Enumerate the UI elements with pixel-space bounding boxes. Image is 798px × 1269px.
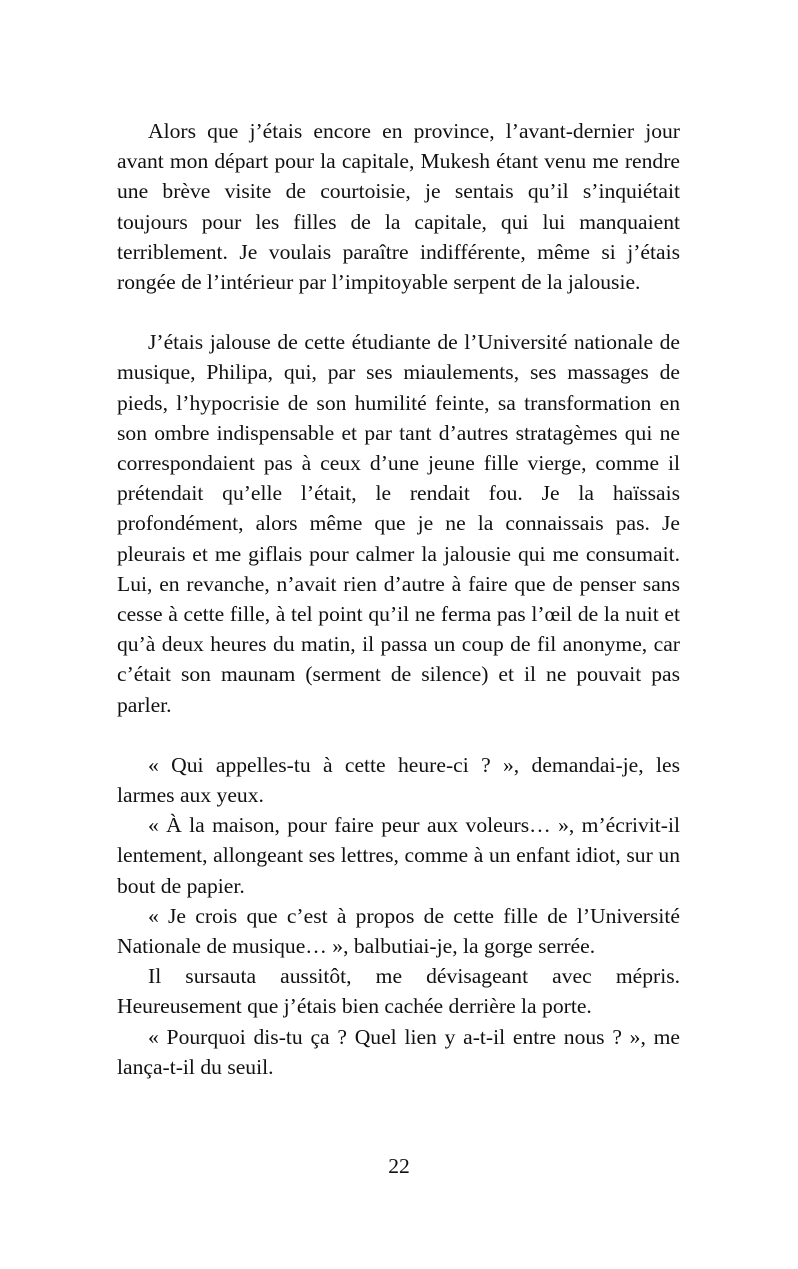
paragraph-4: « À la maison, pour faire peur aux voleurs… », m’écrivit-il lentement, allongeant ses lettres, comme à un enfant idiot, sur un bout de papier.	[117, 813, 680, 898]
page-number: 22	[388, 1154, 410, 1178]
paragraph-7: « Pourquoi dis-tu ça ? Quel lien y a-t-il entre nous ? », me lança-t-il du seuil.	[117, 1024, 680, 1079]
paragraph-2: J’étais jalouse de cette étudiante de l’Université nationale de musique, Philipa, qui, par ses miaulements, ses massages de pieds, l’hypocrisie de son humilité feinte, sa transformation en son ombre indispensable et par tant d’autres stratagèmes qui ne correspondaient pas à ceux d’une jeune fille vierge, comme il prétendait qu’elle l’était, le rendait fou. Je la haïssais profondément, alors même que je ne la connaissais pas. Je pleurais et me giflais pour calmer la jalousie qui me consumait. Lui, en revanche, n’avait rien d’autre à faire que de penser sans cesse à cette fille, à tel point qu’il ne ferma pas l’œil de la nuit et qu’à deux heures du matin, il passa un coup de fil anonyme, car c’était son maunam (serment de silence) et il ne pouvait pas parler.	[117, 330, 680, 717]
page-body-text	[117, 116, 680, 1082]
paragraph-1: Alors que j’étais encore en province, l’avant-dernier jour avant mon départ pour la capitale, Mukesh étant venu me rendre une brève visite de courtoisie, je sentais qu’il s’inquiétait toujours pour les filles de la capitale, qui lui manquaient terriblement. Je voulais paraître indifférente, même si j’étais rongée de l’intérieur par l’impitoyable serpent de la jalousie.	[117, 119, 680, 295]
paragraph-3: « Qui appelles-tu à cette heure-ci ? », demandai-je, les larmes aux yeux.	[117, 752, 680, 808]
paragraph-6: Il sursauta aussitôt, me dévisageant avec mépris. Heureusement que j’étais bien cachée derrière la porte.	[117, 964, 680, 1019]
paragraph-5: « Je crois que c’est à propos de cette fille de l’Université Nationale de musique… », balbutiai-je, la gorge serrée.	[117, 903, 680, 959]
